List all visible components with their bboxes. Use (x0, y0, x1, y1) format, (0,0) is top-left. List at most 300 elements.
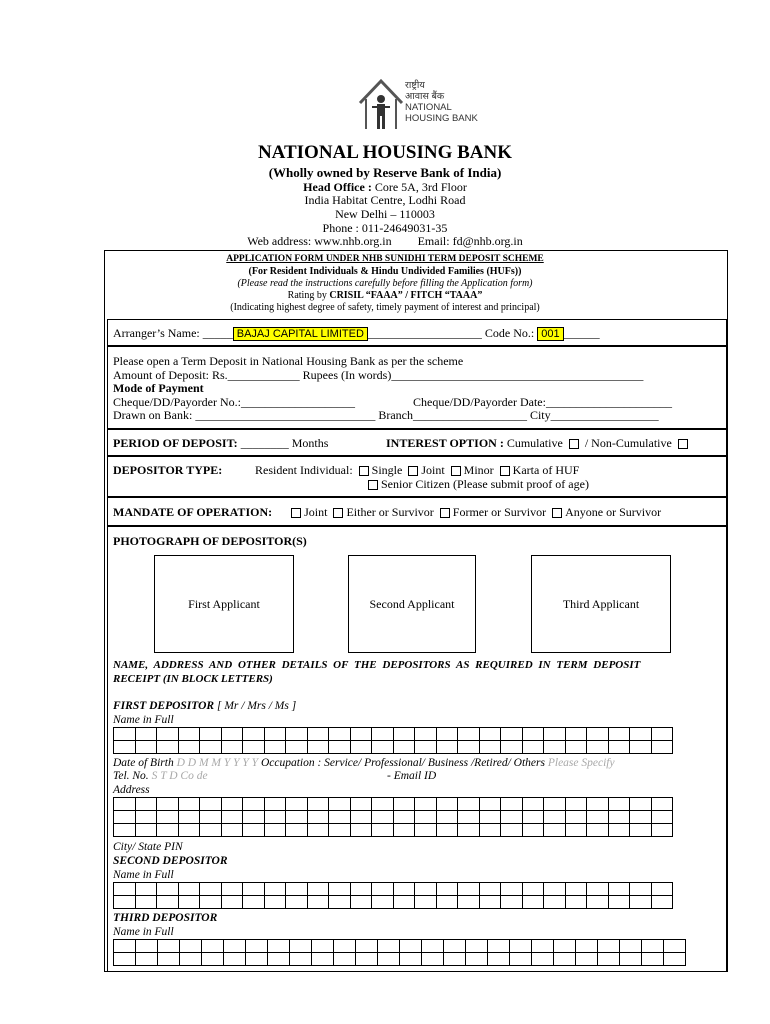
grid-cell[interactable] (378, 953, 400, 966)
grid-cell[interactable] (587, 896, 609, 909)
grid-cell[interactable] (307, 728, 329, 741)
grid-cell[interactable] (157, 728, 179, 741)
grid-cell[interactable] (642, 953, 664, 966)
grid-cell[interactable] (157, 883, 179, 896)
grid-cell[interactable] (436, 883, 458, 896)
grid-cell[interactable] (479, 728, 501, 741)
grid-cell[interactable] (488, 953, 510, 966)
grid-cell[interactable] (608, 896, 630, 909)
grid-cell[interactable] (350, 824, 372, 837)
grid-cell[interactable] (436, 824, 458, 837)
grid-cell[interactable] (221, 896, 243, 909)
grid-cell[interactable] (630, 883, 652, 896)
mandate-anyone-label: Anyone or Survivor (565, 505, 662, 519)
grid-cell[interactable] (608, 811, 630, 824)
grid-cell[interactable] (522, 741, 544, 754)
grid-cell[interactable] (458, 741, 480, 754)
grid-cell[interactable] (565, 741, 587, 754)
grid-cell[interactable] (350, 798, 372, 811)
grid-cell[interactable] (200, 798, 222, 811)
grid-cell[interactable] (544, 824, 566, 837)
grid-cell[interactable] (522, 824, 544, 837)
grid-cell[interactable] (350, 811, 372, 824)
mode-of-payment: Mode of Payment (113, 381, 204, 395)
grid-cell[interactable] (532, 940, 554, 953)
grid-cell[interactable] (307, 883, 329, 896)
grid-cell[interactable] (114, 798, 136, 811)
grid-cell[interactable] (630, 741, 652, 754)
cheque-no-row[interactable]: Cheque/DD/Payorder No.:___________________ (113, 395, 355, 409)
grid-cell[interactable] (372, 728, 394, 741)
grid-cell[interactable] (202, 940, 224, 953)
grid-cell[interactable] (372, 883, 394, 896)
nhb-logo (358, 77, 478, 131)
grid-cell[interactable] (268, 953, 290, 966)
grid-cell[interactable] (221, 811, 243, 824)
grid-cell[interactable] (221, 798, 243, 811)
grid-cell[interactable] (400, 953, 422, 966)
grid-cell[interactable] (444, 953, 466, 966)
grid-cell[interactable] (479, 883, 501, 896)
grid-cell[interactable] (372, 896, 394, 909)
cumulative-checkbox[interactable] (569, 439, 579, 449)
grid-cell[interactable] (200, 883, 222, 896)
grid-cell[interactable] (466, 953, 488, 966)
grid-cell[interactable] (136, 953, 158, 966)
grid-cell[interactable] (458, 883, 480, 896)
grid-cell[interactable] (444, 940, 466, 953)
grid-cell[interactable] (180, 940, 202, 953)
tel-row (113, 770, 208, 782)
period-row (113, 436, 328, 451)
grid-cell[interactable] (114, 728, 136, 741)
grid-cell[interactable] (307, 741, 329, 754)
mandate-joint-checkbox[interactable] (291, 508, 301, 518)
grid-cell[interactable] (620, 940, 642, 953)
grid-cell[interactable] (393, 883, 415, 896)
grid-cell[interactable] (587, 811, 609, 824)
grid-cell[interactable] (565, 728, 587, 741)
web-email-line (0, 234, 770, 249)
grid-cell[interactable] (135, 824, 157, 837)
grid-cell[interactable] (372, 811, 394, 824)
grid-cell[interactable] (264, 728, 286, 741)
karta-checkbox[interactable] (500, 466, 510, 476)
grid-cell[interactable] (334, 940, 356, 953)
grid-cell[interactable] (264, 811, 286, 824)
grid-cell[interactable] (221, 728, 243, 741)
grid-cell[interactable] (157, 811, 179, 824)
grid-cell[interactable] (554, 953, 576, 966)
second-name-label: Name in Full (113, 869, 174, 881)
grid-cell[interactable] (356, 953, 378, 966)
grid-cell[interactable] (290, 940, 312, 953)
grid-cell[interactable] (356, 940, 378, 953)
grid-cell[interactable] (651, 824, 673, 837)
single-checkbox[interactable] (359, 466, 369, 476)
cheque-date-row[interactable]: Cheque/DD/Payorder Date:_____________________ (413, 395, 672, 409)
non-cumulative-checkbox[interactable] (678, 439, 688, 449)
code-field[interactable]: 001 (537, 327, 563, 341)
address-grid[interactable] (113, 797, 673, 837)
grid-cell[interactable] (268, 940, 290, 953)
grid-cell[interactable] (329, 824, 351, 837)
grid-cell[interactable] (243, 896, 265, 909)
arranger-name-field[interactable]: BAJAJ CAPITAL LIMITED (233, 327, 368, 341)
grid-cell[interactable] (510, 953, 532, 966)
grid-cell[interactable] (651, 883, 673, 896)
grid-cell[interactable] (620, 953, 642, 966)
grid-cell[interactable] (458, 728, 480, 741)
mandate-anyone-checkbox[interactable] (552, 508, 562, 518)
grid-cell[interactable] (135, 728, 157, 741)
second-applicant-photo[interactable] (348, 555, 476, 653)
grid-cell[interactable] (565, 824, 587, 837)
grid-cell[interactable] (329, 798, 351, 811)
grid-cell[interactable] (157, 741, 179, 754)
grid-cell[interactable] (522, 883, 544, 896)
grid-cell[interactable] (479, 798, 501, 811)
grid-cell[interactable] (224, 940, 246, 953)
grid-cell[interactable] (393, 824, 415, 837)
grid-cell[interactable] (576, 940, 598, 953)
grid-cell[interactable] (651, 811, 673, 824)
grid-cell[interactable] (587, 824, 609, 837)
grid-cell[interactable] (608, 728, 630, 741)
grid-cell[interactable] (286, 824, 308, 837)
grid-cell[interactable] (436, 798, 458, 811)
grid-cell[interactable] (202, 953, 224, 966)
address-label: Address (113, 784, 150, 796)
grid-cell[interactable] (651, 728, 673, 741)
grid-cell[interactable] (608, 883, 630, 896)
grid-cell[interactable] (587, 883, 609, 896)
grid-cell[interactable] (329, 896, 351, 909)
mandate-either-label: Either or Survivor (346, 505, 434, 519)
grid-cell[interactable] (135, 741, 157, 754)
grid-cell[interactable] (286, 896, 308, 909)
grid-cell[interactable] (178, 883, 200, 896)
grid-cell[interactable] (400, 940, 422, 953)
grid-cell[interactable] (334, 953, 356, 966)
grid-row (114, 896, 673, 909)
dob-placeholder[interactable]: D D M M Y Y Y Y (176, 757, 259, 769)
grid-cell[interactable] (393, 896, 415, 909)
grid-cell[interactable] (479, 824, 501, 837)
grid-cell[interactable] (501, 811, 523, 824)
grid-cell[interactable] (522, 728, 544, 741)
grid-cell[interactable] (312, 940, 334, 953)
grid-cell[interactable] (372, 741, 394, 754)
grid-cell[interactable] (488, 940, 510, 953)
first-name-label: Name in Full (113, 714, 174, 726)
page-subtitle: (Wholly owned by Reserve Bank of India) (268, 165, 502, 180)
grid-cell[interactable] (501, 824, 523, 837)
grid-cell[interactable] (587, 741, 609, 754)
grid-cell[interactable] (350, 896, 372, 909)
grid-cell[interactable] (372, 824, 394, 837)
grid-cell[interactable] (286, 798, 308, 811)
grid-cell[interactable] (136, 940, 158, 953)
scheme-for: (For Resident Individuals & Hindu Undivided Families (HUFs)) (248, 266, 522, 277)
grid-cell[interactable] (415, 798, 437, 811)
grid-cell[interactable] (642, 940, 664, 953)
grid-cell[interactable] (135, 811, 157, 824)
grid-cell[interactable] (415, 728, 437, 741)
grid-cell[interactable] (532, 953, 554, 966)
grid-cell[interactable] (587, 798, 609, 811)
grid-cell[interactable] (290, 953, 312, 966)
grid-cell[interactable] (224, 953, 246, 966)
arranger-row: Arranger’s Name: _____ BAJAJ CAPITAL LIMITED ___________________ Code No.: 001 ______ (113, 326, 600, 340)
grid-cell[interactable] (114, 824, 136, 837)
arranger-label: Arranger’s Name: (113, 326, 200, 340)
single-label: Single (371, 463, 403, 477)
grid-cell[interactable] (307, 896, 329, 909)
occupation-label: Occupation : Service/ Professional/ Business /Retired/ Others (260, 757, 545, 769)
mandate-former-checkbox[interactable] (440, 508, 450, 518)
grid-cell[interactable] (522, 811, 544, 824)
grid-cell[interactable] (114, 896, 136, 909)
grid-cell[interactable] (178, 741, 200, 754)
tel-placeholder[interactable]: S T D Co de (151, 770, 208, 782)
grid-cell[interactable] (664, 940, 686, 953)
occupation-specify[interactable]: Please Specify (547, 757, 615, 769)
option-separator: / (584, 436, 589, 450)
grid-cell[interactable] (393, 728, 415, 741)
tel-label: Tel. No. (113, 770, 149, 782)
period-months[interactable]: ________ Months (240, 436, 329, 450)
non-cumulative-label: Non-Cumulative (591, 436, 672, 450)
grid-cell[interactable] (178, 728, 200, 741)
grid-cell[interactable] (286, 741, 308, 754)
grid-cell[interactable] (630, 896, 652, 909)
grid-cell[interactable] (565, 811, 587, 824)
grid-cell[interactable] (158, 953, 180, 966)
grid-cell[interactable] (158, 940, 180, 953)
grid-cell[interactable] (372, 798, 394, 811)
grid-cell[interactable] (350, 741, 372, 754)
third-applicant-photo[interactable] (531, 555, 671, 653)
grid-cell[interactable] (243, 728, 265, 741)
first-name-grid[interactable] (113, 727, 673, 754)
grid-cell[interactable] (436, 741, 458, 754)
grid-cell[interactable] (501, 741, 523, 754)
grid-cell[interactable] (565, 896, 587, 909)
senior-checkbox[interactable] (368, 480, 378, 490)
grid-cell[interactable] (286, 811, 308, 824)
grid-cell[interactable] (522, 798, 544, 811)
grid-cell[interactable] (630, 728, 652, 741)
grid-cell[interactable] (466, 940, 488, 953)
period-label: PERIOD OF DEPOSIT: (113, 436, 238, 450)
grid-cell[interactable] (243, 883, 265, 896)
grid-cell[interactable] (630, 798, 652, 811)
grid-cell[interactable] (393, 798, 415, 811)
grid-cell[interactable] (479, 896, 501, 909)
grid-cell[interactable] (221, 883, 243, 896)
third-name-label: Name in Full (113, 926, 174, 938)
grid-cell[interactable] (651, 798, 673, 811)
grid-cell[interactable] (114, 953, 136, 966)
grid-cell[interactable] (415, 824, 437, 837)
grid-cell[interactable] (307, 811, 329, 824)
grid-cell[interactable] (630, 811, 652, 824)
grid-cell[interactable] (565, 883, 587, 896)
first-applicant-photo[interactable] (154, 555, 294, 653)
grid-cell[interactable] (651, 741, 673, 754)
grid-cell[interactable] (135, 896, 157, 909)
grid-cell[interactable] (286, 728, 308, 741)
grid-cell[interactable] (436, 728, 458, 741)
grid-cell[interactable] (501, 798, 523, 811)
grid-cell[interactable] (598, 953, 620, 966)
grid-cell[interactable] (200, 896, 222, 909)
dob-label: Date of Birth (113, 757, 174, 769)
grid-cell[interactable] (312, 953, 334, 966)
grid-cell[interactable] (329, 728, 351, 741)
grid-cell[interactable] (157, 896, 179, 909)
grid-cell[interactable] (544, 896, 566, 909)
grid-cell[interactable] (180, 953, 202, 966)
grid-cell[interactable] (329, 741, 351, 754)
grid-cell[interactable] (587, 728, 609, 741)
grid-cell[interactable] (135, 883, 157, 896)
grid-cell[interactable] (415, 896, 437, 909)
grid-cell[interactable] (200, 741, 222, 754)
depositor-type-label: DEPOSITOR TYPE: (113, 463, 223, 477)
grid-cell[interactable] (243, 824, 265, 837)
first-depositor-label: FIRST DEPOSITOR (113, 700, 215, 712)
grid-cell[interactable] (501, 883, 523, 896)
code-label: Code No.: (484, 326, 535, 340)
cumulative-label: Cumulative (506, 436, 563, 450)
grid-cell[interactable] (436, 811, 458, 824)
grid-cell[interactable] (608, 741, 630, 754)
grid-cell[interactable] (544, 728, 566, 741)
grid-cell[interactable] (221, 741, 243, 754)
grid-cell[interactable] (286, 883, 308, 896)
grid-cell[interactable] (501, 896, 523, 909)
grid-cell[interactable] (114, 940, 136, 953)
first-applicant-label: First Applicant (188, 596, 260, 611)
grid-cell[interactable] (479, 741, 501, 754)
minor-checkbox[interactable] (451, 466, 461, 476)
grid-cell[interactable] (422, 940, 444, 953)
grid-cell[interactable] (378, 940, 400, 953)
grid-cell[interactable] (608, 798, 630, 811)
grid-cell[interactable] (576, 953, 598, 966)
email-address: Email: fd@nhb.org.in (417, 234, 523, 248)
grid-cell[interactable] (458, 811, 480, 824)
grid-cell[interactable] (264, 741, 286, 754)
grid-cell[interactable] (246, 953, 268, 966)
grid-cell[interactable] (458, 896, 480, 909)
grid-cell[interactable] (501, 728, 523, 741)
grid-cell[interactable] (415, 741, 437, 754)
mandate-either-checkbox[interactable] (333, 508, 343, 518)
grid-cell[interactable] (598, 940, 620, 953)
grid-cell[interactable] (510, 940, 532, 953)
grid-cell[interactable] (651, 896, 673, 909)
grid-cell[interactable] (243, 811, 265, 824)
grid-cell[interactable] (630, 824, 652, 837)
grid-cell[interactable] (350, 728, 372, 741)
grid-cell[interactable] (522, 896, 544, 909)
grid-cell[interactable] (544, 811, 566, 824)
grid-cell[interactable] (415, 811, 437, 824)
joint-checkbox[interactable] (408, 466, 418, 476)
grid-cell[interactable] (544, 741, 566, 754)
grid-cell[interactable] (200, 728, 222, 741)
grid-cell[interactable] (329, 811, 351, 824)
grid-cell[interactable] (393, 811, 415, 824)
resident-row (255, 463, 579, 478)
grid-cell[interactable] (393, 741, 415, 754)
grid-cell[interactable] (178, 811, 200, 824)
amount-row[interactable]: Amount of Deposit: Rs.____________ Rupees (In words)__________________________________________ (113, 368, 644, 382)
grid-cell[interactable] (264, 824, 286, 837)
grid-cell[interactable] (178, 824, 200, 837)
third-name-grid[interactable] (113, 939, 686, 966)
grid-cell[interactable] (458, 798, 480, 811)
grid-cell[interactable] (246, 940, 268, 953)
drawn-on-row[interactable]: Drawn on Bank: ______________________________ Branch___________________ City__________________ (113, 408, 659, 422)
grid-cell[interactable] (554, 940, 576, 953)
grid-cell[interactable] (264, 883, 286, 896)
grid-cell[interactable] (415, 883, 437, 896)
grid-cell[interactable] (221, 824, 243, 837)
grid-cell[interactable] (200, 824, 222, 837)
grid-cell[interactable] (608, 824, 630, 837)
grid-cell[interactable] (350, 883, 372, 896)
grid-cell[interactable] (114, 883, 136, 896)
address-line-2: India Habitat Centre, Lodhi Road (304, 193, 466, 207)
grid-cell[interactable] (178, 798, 200, 811)
grid-cell[interactable] (664, 953, 686, 966)
grid-cell[interactable] (157, 798, 179, 811)
grid-cell[interactable] (243, 798, 265, 811)
grid-row (114, 940, 686, 953)
grid-cell[interactable] (479, 811, 501, 824)
grid-cell[interactable] (458, 824, 480, 837)
grid-cell[interactable] (307, 798, 329, 811)
deposit-intro: Please open a Term Deposit in National Housing Bank as per the scheme (113, 354, 464, 368)
grid-cell[interactable] (544, 798, 566, 811)
grid-cell[interactable] (436, 896, 458, 909)
second-name-grid[interactable] (113, 882, 673, 909)
grid-cell[interactable] (178, 896, 200, 909)
head-office-label: Head Office : (303, 180, 372, 194)
grid-cell[interactable] (243, 741, 265, 754)
grid-cell[interactable] (157, 824, 179, 837)
phone-line: Phone : 011-24649031-35 (322, 221, 448, 235)
grid-cell[interactable] (565, 798, 587, 811)
grid-cell[interactable] (544, 883, 566, 896)
grid-cell[interactable] (135, 798, 157, 811)
logo-hindi-1: राष्ट्रीय (405, 80, 425, 91)
grid-cell[interactable] (114, 811, 136, 824)
grid-cell[interactable] (264, 798, 286, 811)
interest-row (386, 436, 691, 451)
grid-cell[interactable] (329, 883, 351, 896)
grid-cell[interactable] (200, 811, 222, 824)
grid-cell[interactable] (307, 824, 329, 837)
web-address: Web address: www.nhb.org.in (247, 234, 392, 248)
grid-cell[interactable] (264, 896, 286, 909)
grid-cell[interactable] (114, 741, 136, 754)
grid-cell[interactable] (422, 953, 444, 966)
